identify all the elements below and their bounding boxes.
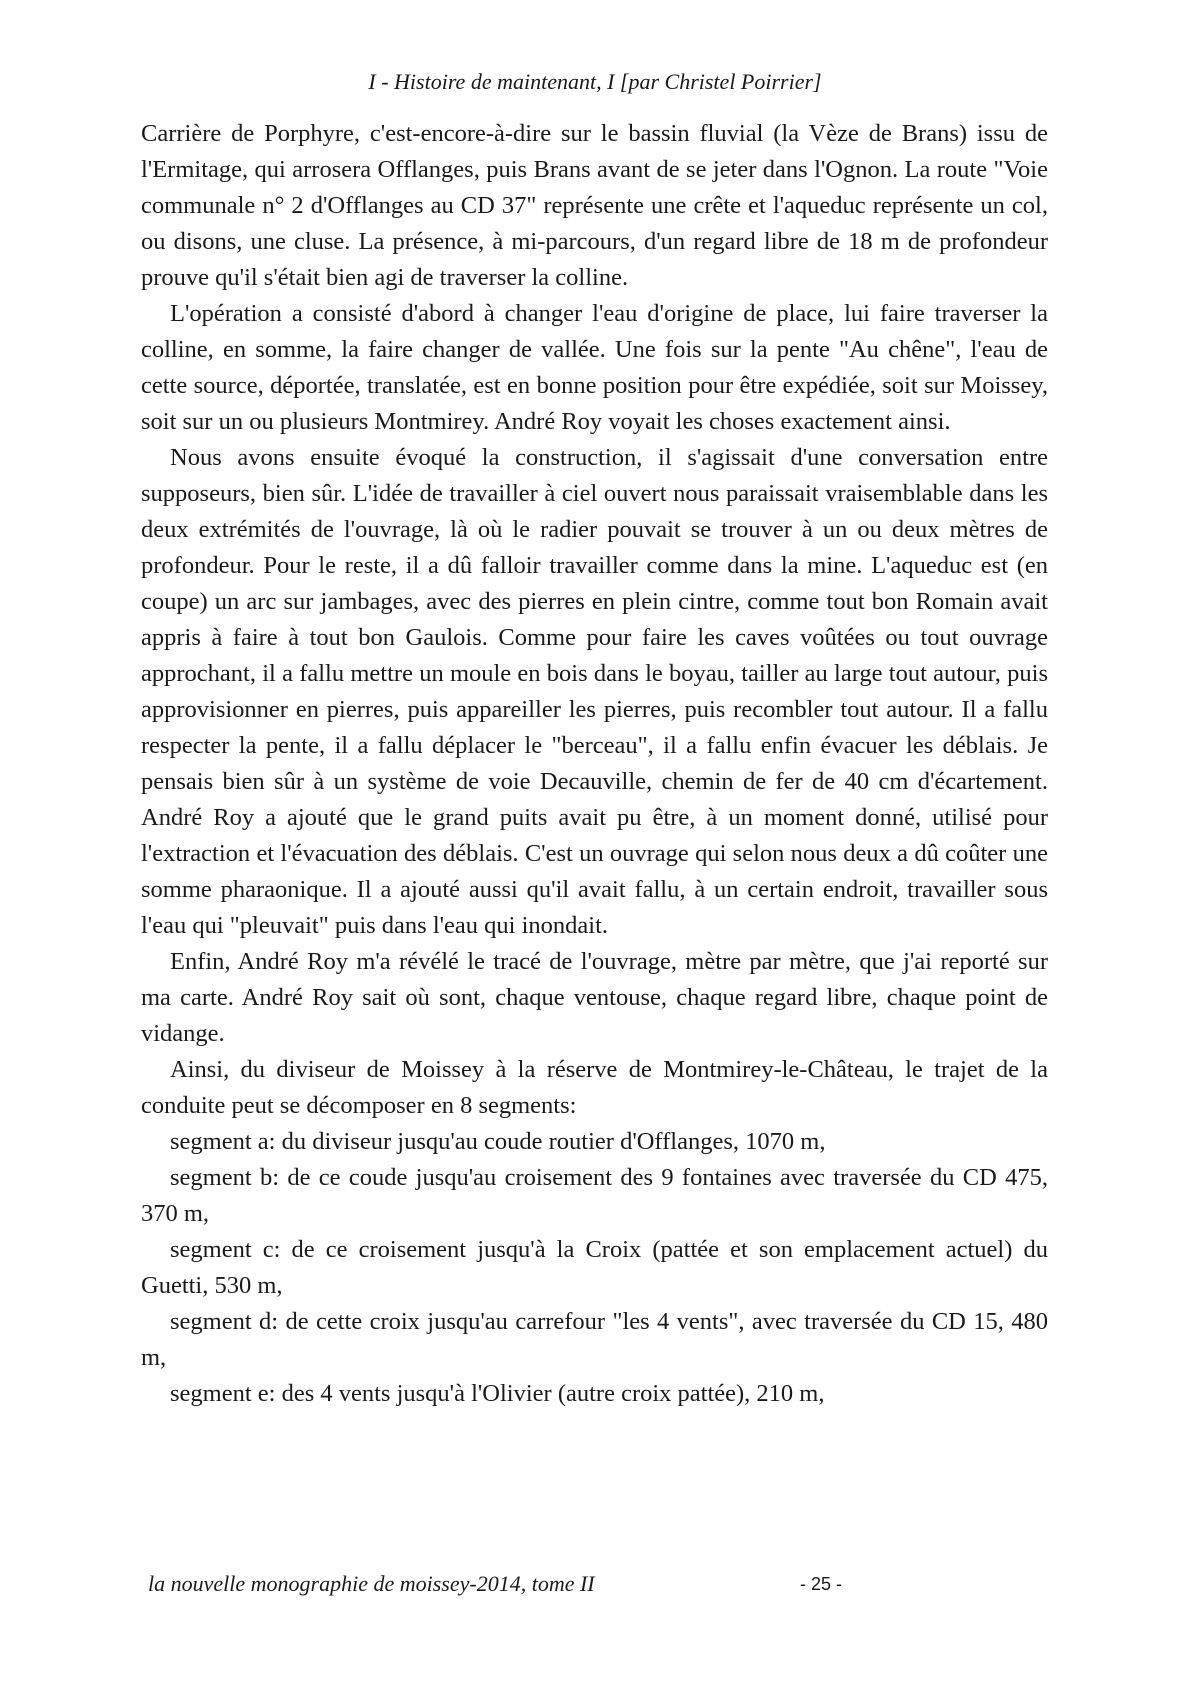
paragraph: Nous avons ensuite évoqué la construction, il s'agissait d'une conversation entre supposeurs, bien sûr. L'idée de travailler à ciel ouvert nous paraissait vraisemblable dans les deux extrémités de l'ouvrage, là où le radier pouvait se trouver à un ou deux mètres de profondeur. Pour le reste, il a dû falloir travailler comme dans la mine. L'aqueduc est (en coupe) un arc sur jambages, avec des pierres en plein cintre, comme tout bon Romain avait appris à faire à tout bon Gaulois. Comme pour faire les caves voûtées ou tout ouvrage approchant, il a fallu mettre un moule en bois dans le boyau, tailler au large tout autour, puis approvisionner en pierres, puis appareiller les pierres, puis recombler tout autour. Il a fallu respecter la pente, il a fallu déplacer le "berceau", il a fallu enfin évacuer les déblais. Je pensais bien sûr à un système de voie Decauville, chemin de fer de 40 cm d'écartement. André Roy a ajouté que le grand puits avait pu être, à un moment donné, utilisé pour l'extraction et l'évacuation des déblais. C'est un ouvrage qui selon nous deux a dû coûter une somme pharaonique. Il a ajouté aussi qu'il avait fallu, à un certain endroit, travailler sous l'eau qui "pleuvait" puis dans l'eau qui inondait. bbox=[141, 444, 1048, 939]
segment-item: segment e: des 4 vents jusqu'à l'Olivier (autre croix pattée), 210 m, bbox=[170, 1380, 825, 1407]
segment-item: segment d: de cette croix jusqu'au carrefour "les 4 vents", avec traversée du CD 15, 480 m, bbox=[141, 1308, 1048, 1371]
paragraph: Ainsi, du diviseur de Moissey à la réserve de Montmirey-le-Château, le trajet de la conduite peut se décomposer en 8 segments: bbox=[141, 1056, 1048, 1119]
segment-item: segment b: de ce coude jusqu'au croisement des 9 fontaines avec traversée du CD 475, 370 m, bbox=[141, 1164, 1048, 1227]
running-header: I - Histoire de maintenant, I [par Christel Poirrier] bbox=[368, 69, 822, 94]
page-number: - 25 - bbox=[800, 1574, 843, 1594]
paragraph: Enfin, André Roy m'a révélé le tracé de l'ouvrage, mètre par mètre, que j'ai reporté sur ma carte. André Roy sait où sont, chaque ventouse, chaque regard libre, chaque point de vidange. bbox=[141, 948, 1048, 1047]
footer-book-title: la nouvelle monographie de moissey-2014, tome II bbox=[148, 1571, 595, 1596]
segment-item: segment a: du diviseur jusqu'au coude routier d'Offlanges, 1070 m, bbox=[170, 1128, 826, 1155]
paragraph: L'opération a consisté d'abord à changer l'eau d'origine de place, lui faire traverser la colline, en somme, la faire changer de vallée. Une fois sur la pente "Au chêne", l'eau de cette source, déportée, translatée, est en bonne position pour être expédiée, soit sur Moissey, soit sur un ou plusieurs Montmirey. André Roy voyait les choses exactement ainsi. bbox=[141, 300, 1048, 435]
body-text bbox=[141, 116, 1048, 1412]
segment-item: segment c: de ce croisement jusqu'à la Croix (pattée et son emplacement actuel) du Guetti, 530 m, bbox=[141, 1236, 1048, 1299]
paragraph: Carrière de Porphyre, c'est-encore-à-dire sur le bassin fluvial (la Vèze de Brans) issu de l'Ermitage, qui arrosera Offlanges, puis Brans avant de se jeter dans l'Ognon. La route "Voie communale n° 2 d'Offlanges au CD 37" représente une crête et l'aqueduc représente un col, ou disons, une cluse. La présence, à mi-parcours, d'un regard libre de 18 m de profondeur prouve qu'il s'était bien agi de traverser la colline. bbox=[141, 120, 1048, 291]
